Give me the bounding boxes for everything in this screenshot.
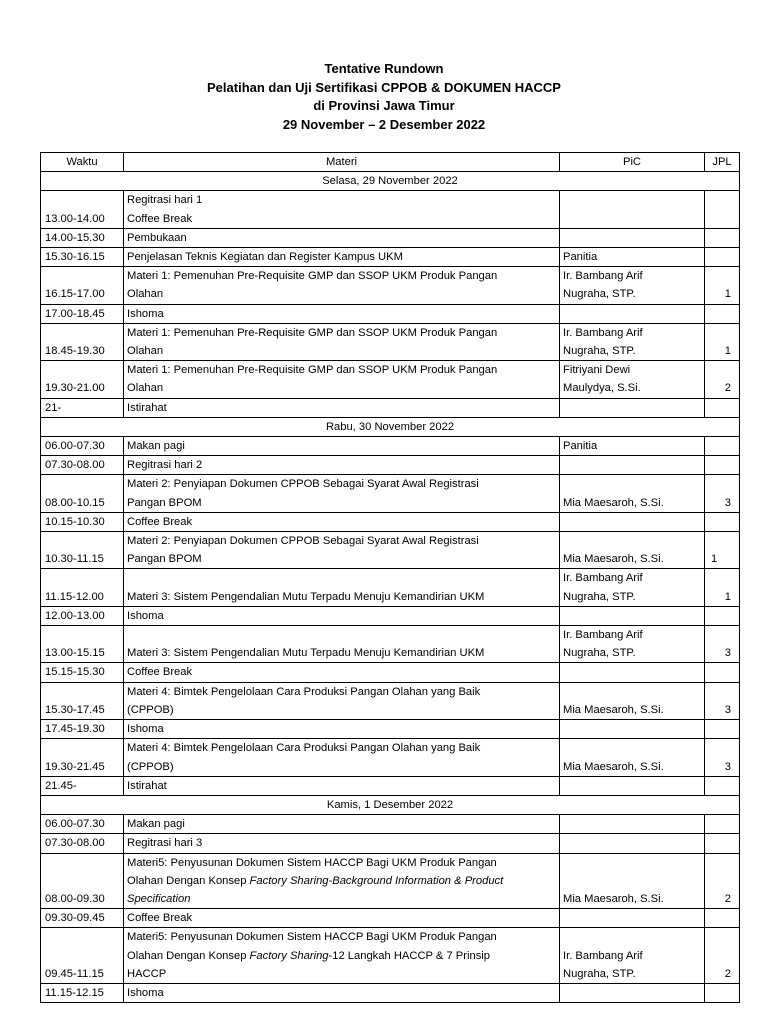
- pic-text: Mia Maesaroh, S.Si.: [563, 553, 664, 566]
- day-separator-row: [41, 417, 740, 436]
- cell-jpl: 3: [705, 626, 740, 663]
- cell-pic: [560, 475, 705, 512]
- cell-waktu: 17.45-19.30: [41, 720, 124, 739]
- materi-text: Regitrasi hari 2: [127, 459, 203, 472]
- cell-pic: [560, 569, 705, 606]
- materi-text: Coffee Break: [127, 666, 193, 679]
- cell-jpl: [705, 720, 740, 739]
- cell-waktu: 13.00-14.00: [41, 191, 124, 228]
- cell-jpl: [705, 776, 740, 795]
- materi-text: Coffee Break: [127, 912, 193, 925]
- materi-text: Materi5: Penyusunan Dokumen Sistem HACCP Bagi UKM Produk Pangan: [127, 856, 497, 869]
- cell-materi: [124, 815, 560, 834]
- pic-text: Mia Maesaroh, S.Si.: [563, 892, 664, 905]
- cell-jpl: [705, 606, 740, 625]
- cell-pic: [560, 776, 705, 795]
- cell-jpl: 2: [705, 361, 740, 398]
- table-row: [41, 228, 740, 247]
- cell-waktu: 21-: [41, 398, 124, 417]
- materi-text: Materi5: Penyusunan Dokumen Sistem HACCP Bagi UKM Produk Pangan: [127, 931, 497, 944]
- materi-text: Makan pagi: [127, 818, 185, 831]
- cell-pic: [560, 398, 705, 417]
- materi-text: Ishoma: [127, 307, 164, 320]
- cell-pic: [560, 739, 705, 776]
- cell-materi: [124, 682, 560, 719]
- cell-jpl: 1: [705, 267, 740, 304]
- day-separator-row: [41, 795, 740, 814]
- cell-pic: [560, 437, 705, 456]
- cell-materi: [124, 304, 560, 323]
- title-line-3: di Provinsi Jawa Timur: [313, 98, 455, 113]
- cell-materi: [124, 437, 560, 456]
- cell-materi: [124, 323, 560, 360]
- materi-text: Coffee Break: [127, 515, 193, 528]
- cell-waktu: 08.00-09.30: [41, 853, 124, 909]
- pic-text: Mia Maesaroh, S.Si.: [563, 496, 664, 509]
- cell-waktu: 16.15-17.00: [41, 267, 124, 304]
- cell-jpl: [705, 228, 740, 247]
- header-waktu: Waktu: [41, 153, 124, 172]
- cell-pic: [560, 983, 705, 1002]
- table-row: [41, 532, 740, 569]
- cell-materi: [124, 569, 560, 606]
- cell-waktu: 13.00-15.15: [41, 626, 124, 663]
- cell-jpl: 1: [705, 323, 740, 360]
- cell-waktu: 06.00-07.30: [41, 437, 124, 456]
- materi-text: Coffee Break: [127, 212, 193, 225]
- cell-jpl: [705, 663, 740, 682]
- cell-waktu: 18.45-19.30: [41, 323, 124, 360]
- table-row: [41, 626, 740, 663]
- pic-text: Ir. Bambang Arif: [563, 572, 643, 585]
- cell-pic: [560, 682, 705, 719]
- header-jpl: JPL: [705, 153, 740, 172]
- cell-waktu: 15.30-17.45: [41, 682, 124, 719]
- cell-materi: [124, 248, 560, 267]
- materi-text: Ishoma: [127, 723, 164, 736]
- table-row: [41, 606, 740, 625]
- rundown-table: [40, 152, 740, 1003]
- cell-materi: [124, 983, 560, 1002]
- materi-text: -12 Langkah HACCP & 7 Prinsip: [328, 949, 490, 962]
- cell-materi: [124, 739, 560, 776]
- materi-text: Materi 1: Pemenuhan Pre-Requisite GMP dan SSOP UKM Produk Pangan: [127, 364, 498, 377]
- cell-jpl: [705, 304, 740, 323]
- cell-jpl: [705, 834, 740, 853]
- header-pic: PiC: [560, 153, 705, 172]
- table-row: [41, 815, 740, 834]
- materi-text: Olahan Dengan Konsep: [127, 949, 250, 962]
- cell-pic: [560, 909, 705, 928]
- cell-pic: [560, 663, 705, 682]
- pic-text: Nugraha, STP.: [563, 345, 636, 358]
- cell-pic: [560, 606, 705, 625]
- table-row: [41, 569, 740, 606]
- cell-waktu: 10.15-10.30: [41, 512, 124, 531]
- cell-materi: [124, 606, 560, 625]
- title-line-2: Pelatihan dan Uji Sertifikasi CPPOB & DOKUMEN HACCP: [207, 79, 561, 95]
- cell-materi: [124, 512, 560, 531]
- cell-pic: [560, 323, 705, 360]
- materi-text: Pembukaan: [127, 231, 187, 244]
- table-row: [41, 776, 740, 795]
- cell-pic: [560, 928, 705, 984]
- materi-text: Olahan: [127, 345, 164, 358]
- materi-text: Materi 4: Bimtek Pengelolaan Cara Produksi Pangan Olahan yang Baik: [127, 685, 481, 698]
- materi-text: Istirahat: [127, 779, 167, 792]
- pic-text: Mia Maesaroh, S.Si.: [563, 760, 664, 773]
- materi-text: Regitrasi hari 3: [127, 837, 203, 850]
- cell-materi: [124, 267, 560, 304]
- materi-text: Factory Sharing: [249, 949, 329, 962]
- cell-waktu: 15.15-15.30: [41, 663, 124, 682]
- cell-jpl: [705, 983, 740, 1002]
- cell-jpl: 2: [705, 853, 740, 909]
- table-row: [41, 983, 740, 1002]
- cell-pic: [560, 512, 705, 531]
- materi-text: Olahan: [127, 288, 164, 301]
- cell-materi: [124, 228, 560, 247]
- cell-waktu: 10.30-11.15: [41, 532, 124, 569]
- pic-text: Mia Maesaroh, S.Si.: [563, 703, 664, 716]
- cell-waktu: 15.30-16.15: [41, 248, 124, 267]
- cell-jpl: [705, 248, 740, 267]
- materi-text: Ishoma: [127, 609, 164, 622]
- cell-jpl: [705, 437, 740, 456]
- day-label: Rabu, 30 November 2022: [41, 417, 740, 436]
- cell-pic: [560, 626, 705, 663]
- table-row: [41, 361, 740, 398]
- day-label: Kamis, 1 Desember 2022: [41, 795, 740, 814]
- cell-jpl: 3: [705, 475, 740, 512]
- cell-waktu: 17.00-18.45: [41, 304, 124, 323]
- cell-waktu: 09.45-11.15: [41, 928, 124, 984]
- cell-pic: [560, 361, 705, 398]
- cell-materi: [124, 663, 560, 682]
- cell-waktu: 19.30-21.45: [41, 739, 124, 776]
- materi-text: Materi 3: Sistem Pengendalian Mutu Terpadu Menuju Kemandirian UKM: [127, 590, 485, 603]
- cell-pic: [560, 532, 705, 569]
- materi-text: Olahan: [127, 382, 164, 395]
- cell-jpl: [705, 191, 740, 228]
- materi-text: Specification: [127, 892, 191, 905]
- cell-waktu: 11.15-12.00: [41, 569, 124, 606]
- cell-materi: [124, 398, 560, 417]
- cell-materi: [124, 834, 560, 853]
- materi-text: (CPPOB): [127, 760, 174, 773]
- pic-text: Ir. Bambang Arif: [563, 629, 643, 642]
- table-row: [41, 304, 740, 323]
- materi-text: Materi 3: Sistem Pengendalian Mutu Terpadu Menuju Kemandirian UKM: [127, 647, 485, 660]
- cell-pic: [560, 720, 705, 739]
- materi-text: Pangan BPOM: [127, 553, 202, 566]
- table-row: [41, 909, 740, 928]
- pic-text: Nugraha, STP.: [563, 288, 636, 301]
- materi-text: Ishoma: [127, 986, 164, 999]
- table-row: [41, 475, 740, 512]
- header-materi: Materi: [124, 153, 560, 172]
- cell-pic: [560, 815, 705, 834]
- cell-pic: [560, 248, 705, 267]
- materi-text: Materi 4: Bimtek Pengelolaan Cara Produksi Pangan Olahan yang Baik: [127, 742, 481, 755]
- table-row: [41, 663, 740, 682]
- cell-materi: [124, 191, 560, 228]
- materi-text: Factory Sharing-Background Information & Product: [249, 874, 504, 887]
- materi-text: Regitrasi hari 1: [127, 194, 203, 207]
- cell-materi: [124, 626, 560, 663]
- table-body: [41, 172, 740, 1003]
- table-row: [41, 267, 740, 304]
- materi-text: Materi 2: Penyiapan Dokumen CPPOB Sebagai Syarat Awal Registrasi: [127, 535, 479, 548]
- pic-text: Nugraha, STP.: [563, 647, 636, 660]
- cell-waktu: 21.45-: [41, 776, 124, 795]
- table-row: [41, 248, 740, 267]
- cell-jpl: [705, 815, 740, 834]
- cell-waktu: 19.30-21.00: [41, 361, 124, 398]
- cell-materi: [124, 909, 560, 928]
- pic-text: Ir. Bambang Arif: [563, 270, 643, 283]
- cell-jpl: 3: [705, 682, 740, 719]
- day-separator-row: [41, 172, 740, 191]
- table-row: [41, 456, 740, 475]
- table-row: [41, 191, 740, 228]
- pic-text: Panitia: [563, 440, 598, 453]
- table-row: [41, 739, 740, 776]
- table-header-row: [41, 153, 740, 172]
- cell-materi: [124, 853, 560, 909]
- materi-text: Materi 1: Pemenuhan Pre-Requisite GMP dan SSOP UKM Produk Pangan: [127, 270, 498, 283]
- title-line-1: Tentative Rundown: [324, 61, 444, 76]
- cell-pic: [560, 456, 705, 475]
- cell-pic: [560, 834, 705, 853]
- cell-jpl: 1: [705, 532, 740, 569]
- cell-pic: [560, 853, 705, 909]
- materi-text: Materi 2: Penyiapan Dokumen CPPOB Sebagai Syarat Awal Registrasi: [127, 478, 479, 491]
- pic-text: Maulydya, S.Si.: [563, 382, 641, 395]
- materi-text: Makan pagi: [127, 440, 185, 453]
- pic-text: Fitriyani Dewi: [563, 364, 631, 377]
- materi-text: HACCP: [127, 967, 167, 980]
- cell-materi: [124, 776, 560, 795]
- cell-waktu: 14.00-15.30: [41, 228, 124, 247]
- document-title: [0, 60, 768, 134]
- materi-text: Olahan Dengan Konsep: [127, 874, 250, 887]
- cell-jpl: 3: [705, 739, 740, 776]
- cell-waktu: 11.15-12.15: [41, 983, 124, 1002]
- materi-text: (CPPOB): [127, 703, 174, 716]
- day-label: Selasa, 29 November 2022: [41, 172, 740, 191]
- materi-text: Materi 1: Pemenuhan Pre-Requisite GMP dan SSOP UKM Produk Pangan: [127, 326, 498, 339]
- cell-waktu: 12.00-13.00: [41, 606, 124, 625]
- table-row: [41, 512, 740, 531]
- cell-pic: [560, 267, 705, 304]
- cell-waktu: 06.00-07.30: [41, 815, 124, 834]
- cell-jpl: [705, 512, 740, 531]
- cell-materi: [124, 928, 560, 984]
- materi-text: Istirahat: [127, 401, 167, 414]
- table-row: [41, 834, 740, 853]
- table-row: [41, 720, 740, 739]
- cell-jpl: [705, 398, 740, 417]
- cell-jpl: [705, 909, 740, 928]
- cell-materi: [124, 456, 560, 475]
- cell-waktu: 09.30-09.45: [41, 909, 124, 928]
- pic-text: Ir. Bambang Arif: [563, 949, 643, 962]
- cell-jpl: 2: [705, 928, 740, 984]
- cell-materi: [124, 532, 560, 569]
- table-row: [41, 853, 740, 909]
- table-row: [41, 682, 740, 719]
- cell-waktu: 08.00-10.15: [41, 475, 124, 512]
- table-row: [41, 398, 740, 417]
- table-row: [41, 323, 740, 360]
- cell-materi: [124, 720, 560, 739]
- cell-materi: [124, 361, 560, 398]
- materi-text: Pangan BPOM: [127, 496, 202, 509]
- pic-text: Ir. Bambang Arif: [563, 326, 643, 339]
- cell-pic: [560, 304, 705, 323]
- cell-pic: [560, 191, 705, 228]
- pic-text: Nugraha, STP.: [563, 590, 636, 603]
- title-line-4: 29 November – 2 Desember 2022: [282, 116, 486, 132]
- cell-jpl: 1: [705, 569, 740, 606]
- cell-pic: [560, 228, 705, 247]
- cell-waktu: 07.30-08.00: [41, 834, 124, 853]
- cell-materi: [124, 475, 560, 512]
- table-row: [41, 928, 740, 984]
- pic-text: Nugraha, STP.: [563, 967, 636, 980]
- materi-text: Penjelasan Teknis Kegiatan dan Register Kampus UKM: [127, 251, 403, 264]
- cell-waktu: 07.30-08.00: [41, 456, 124, 475]
- table-row: [41, 437, 740, 456]
- pic-text: Panitia: [563, 251, 598, 264]
- cell-jpl: [705, 456, 740, 475]
